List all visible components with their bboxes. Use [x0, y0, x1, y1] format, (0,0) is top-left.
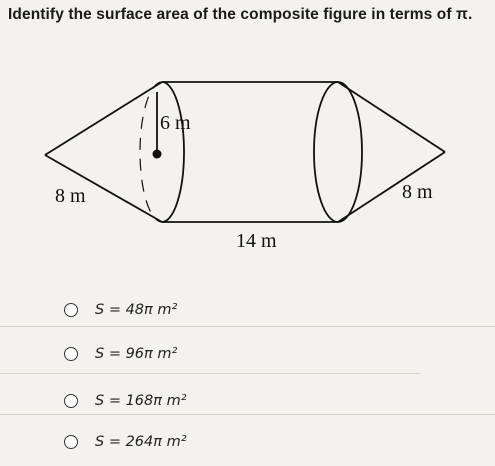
left-cone-upper-edge: [45, 82, 162, 155]
choice-a[interactable]: [0, 290, 495, 330]
left-slant-label: 8 m: [55, 185, 86, 207]
choice-c[interactable]: [0, 381, 495, 421]
divider: [0, 414, 495, 415]
choice-label: S = 48π m²: [95, 302, 178, 318]
length-label: 14 m: [236, 230, 277, 252]
right-slant-label: 8 m: [402, 181, 433, 203]
radio-button[interactable]: [64, 394, 78, 408]
question-text: Identify the surface area of the composite figure in terms of π.: [8, 6, 473, 23]
center-dot: [153, 150, 162, 159]
divider: [0, 373, 420, 374]
choice-label: S = 96π m²: [95, 346, 178, 362]
choice-label: S = 168π m²: [95, 393, 187, 409]
choice-b[interactable]: [0, 334, 495, 374]
radius-label: 6 m: [160, 112, 191, 134]
composite-figure: [0, 70, 495, 260]
choice-label: S = 264π m²: [95, 434, 187, 450]
right-cone-upper-edge: [338, 82, 445, 152]
radio-button[interactable]: [64, 303, 78, 317]
radio-button[interactable]: [64, 347, 78, 361]
divider: [0, 326, 495, 327]
radio-button[interactable]: [64, 435, 78, 449]
composite-figure-drawing: [0, 70, 495, 260]
choice-d[interactable]: [0, 422, 495, 462]
right-base-hidden: [338, 82, 362, 222]
left-base-front: [162, 82, 184, 222]
